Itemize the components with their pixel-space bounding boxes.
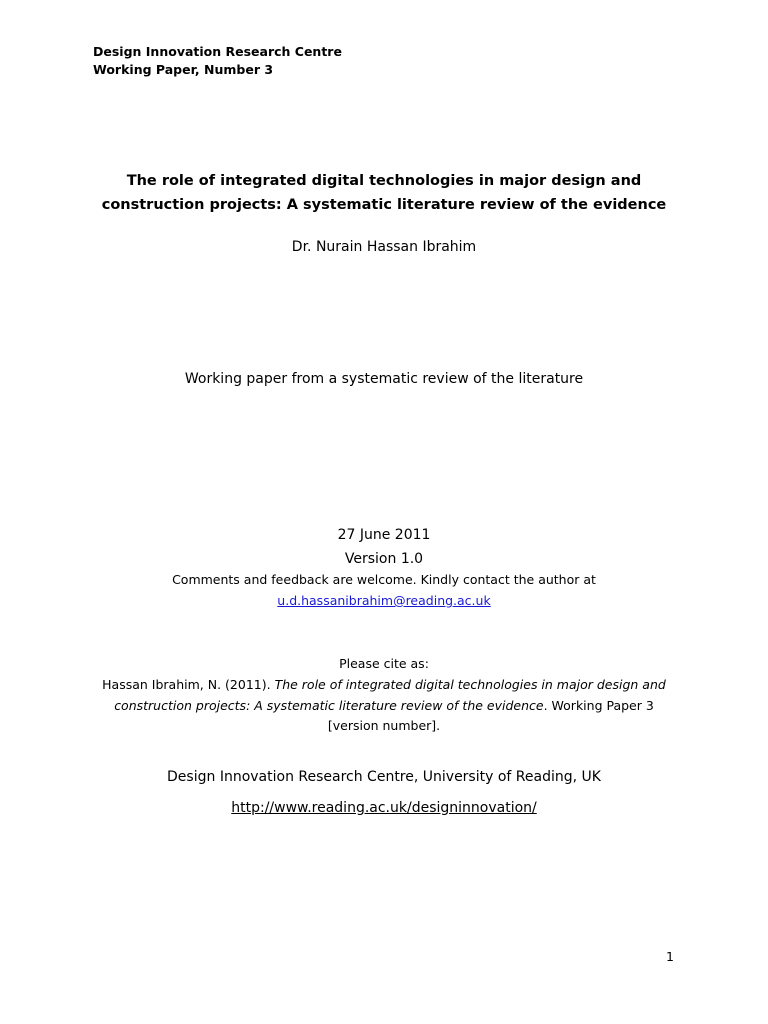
paper-title: The role of integrated digital technologies in major design and construction projects: A systematic literature review of the evidence bbox=[101, 173, 667, 213]
cite-heading: Please cite as: bbox=[339, 656, 429, 671]
citation-text bbox=[0, 675, 768, 737]
paper-subtitle: Working paper from a systematic review of the literature bbox=[184, 371, 584, 387]
header-organization: Design Innovation Research Centre bbox=[93, 44, 342, 59]
email-line bbox=[0, 592, 768, 610]
url-line bbox=[0, 798, 768, 818]
publication-date: 27 June 2011 bbox=[337, 527, 431, 543]
header-block bbox=[93, 43, 342, 79]
website-link[interactable]: http://www.reading.ac.uk/designinnovation/ bbox=[231, 800, 537, 816]
header-paper-number: Working Paper, Number 3 bbox=[93, 62, 274, 77]
institution-name: Design Innovation Research Centre, University of Reading, UK bbox=[167, 769, 601, 785]
comments-note: Comments and feedback are welcome. Kindly contact the author at bbox=[172, 572, 596, 587]
citation-prefix: Hassan Ibrahim, N. (2011). bbox=[102, 677, 271, 692]
author-email-link[interactable]: u.d.hassanibrahim@reading.ac.uk bbox=[277, 593, 491, 608]
version-label: Version 1.0 bbox=[344, 551, 424, 567]
citation-suffix: . Working Paper 3 [version number]. bbox=[327, 697, 654, 733]
page-number: 1 bbox=[666, 949, 674, 964]
citation-title: The role of integrated digital technologies in major design and construction projects: A systematic literature review of the evidence bbox=[114, 677, 666, 713]
author-name: Dr. Nurain Hassan Ibrahim bbox=[291, 239, 477, 255]
